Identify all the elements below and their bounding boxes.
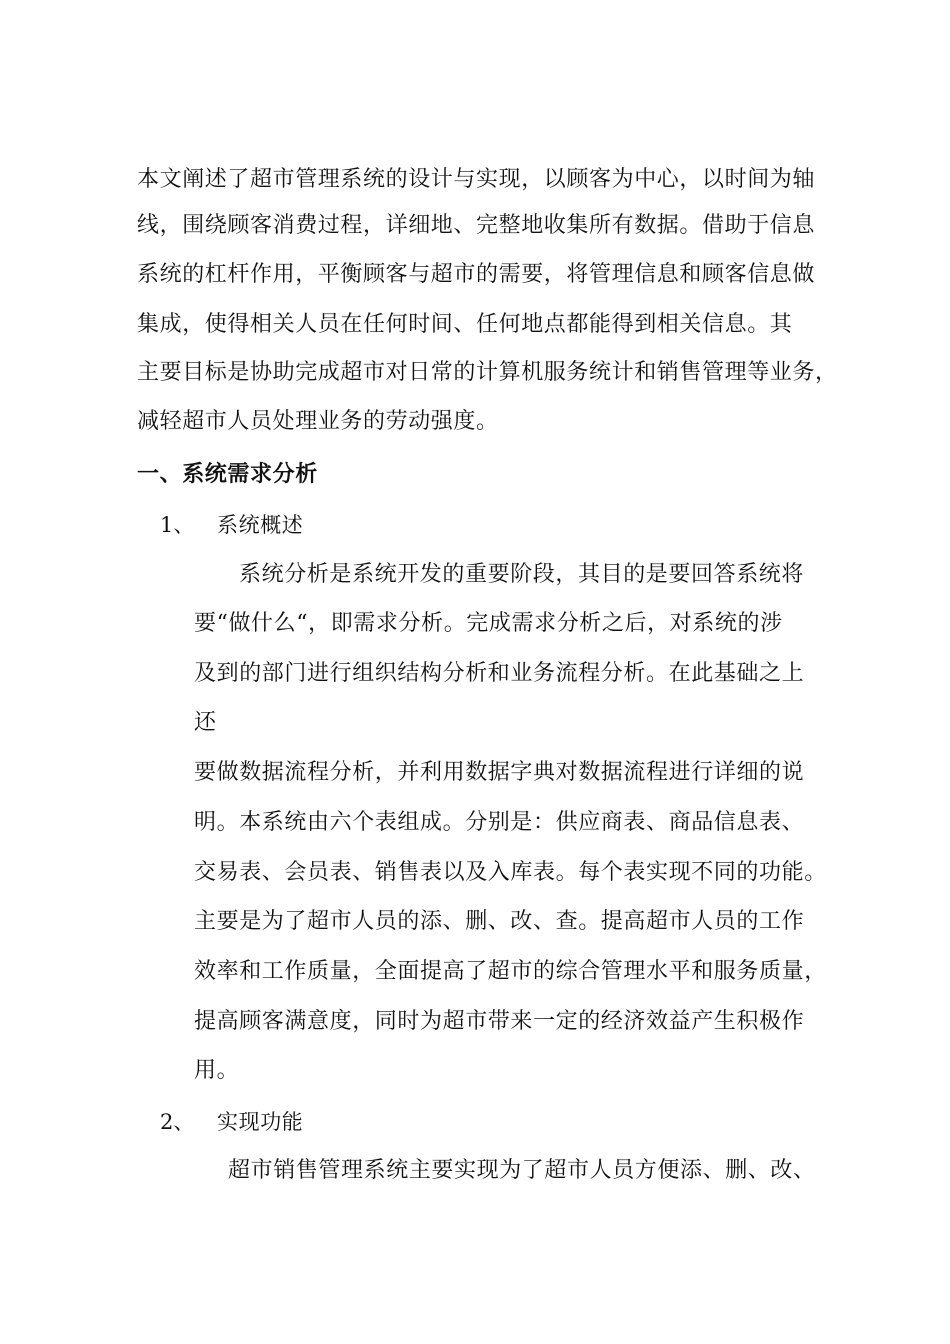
intro-line-2: 线，围绕顾客消费过程，详细地、完整地收集所有数据。借助于信息: [137, 213, 816, 238]
overview-line-1: 系统分析是系统开发的重要阶段，其目的是要回答系统将: [239, 562, 805, 587]
overview-line-4: 还: [194, 710, 217, 735]
overview-line-11: 用。: [194, 1058, 240, 1083]
subsection-number: 1、: [160, 513, 195, 537]
overview-line-5: 要做数据流程分析，并利用数据字典对数据流程进行详细的说: [194, 760, 805, 785]
section-heading-requirements: 一、系统需求分析: [137, 462, 318, 487]
overview-line-9: 效率和工作质量，全面提高了超市的综合管理水平和服务质量，: [194, 959, 827, 984]
intro-line-6: 减轻超市人员处理业务的劳动强度。: [137, 409, 499, 434]
overview-line-6: 明。本系统由六个表组成。分别是：供应商表、商品信息表、: [194, 810, 805, 835]
overview-line-2: 要“做什么“，即需求分析。完成需求分析之后，对系统的涉: [194, 611, 783, 636]
subsection-title: 系统概述: [217, 513, 304, 537]
features-line-1: 超市销售管理系统主要实现为了超市人员方便添、删、改、: [228, 1158, 816, 1183]
intro-line-4: 集成，使得相关人员在任何时间、任何地点都能得到相关信息。其: [137, 312, 793, 337]
intro-line-1: 本文阐述了超市管理系统的设计与实现，以顾客为中心，以时间为轴: [137, 167, 816, 192]
intro-line-3: 系统的杠杆作用，平衡顾客与超市的需要，将管理信息和顾客信息做: [137, 262, 816, 287]
overview-line-10: 提高顾客满意度，同时为超市带来一定的经济效益产生积极作: [194, 1009, 805, 1034]
intro-line-5: 主要目标是协助完成超市对日常的计算机服务统计和销售管理等业务，: [137, 360, 838, 385]
overview-line-8: 主要是为了超市人员的添、删、改、查。提高超市人员的工作: [194, 909, 805, 934]
overview-line-3: 及到的部门进行组织结构分析和业务流程分析。在此基础之上: [194, 661, 805, 686]
subsection-number: 2、: [160, 1110, 195, 1134]
overview-line-7: 交易表、会员表、销售表以及入库表。每个表实现不同的功能。: [194, 860, 827, 885]
subsection-title: 实现功能: [217, 1110, 304, 1134]
